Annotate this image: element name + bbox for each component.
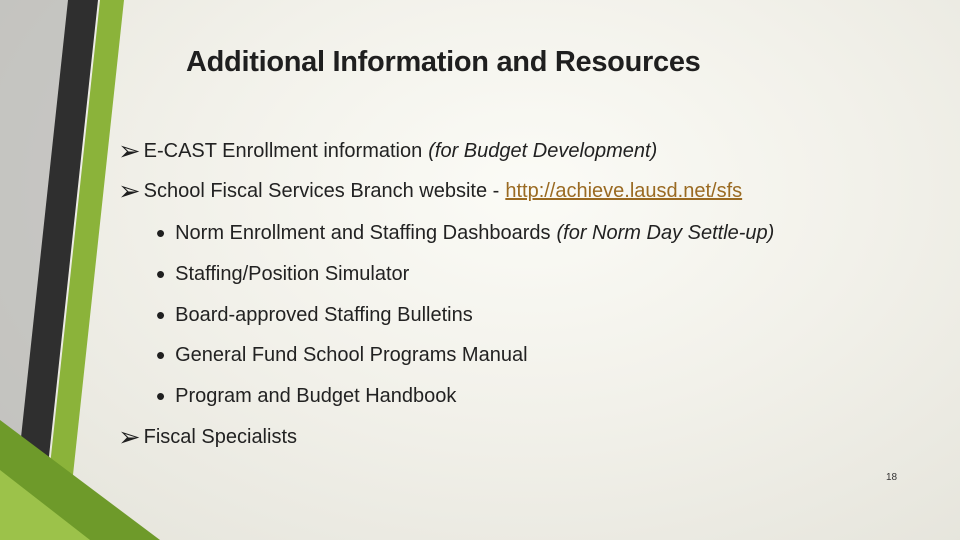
bullet-note: (for Budget Development) [428,140,658,162]
sfs-website-link[interactable]: http://achieve.lausd.net/sfs [505,180,743,202]
sub-bullet-note: (for Norm Day Settle-up) [556,221,775,244]
sub-bullet-text: General Fund School Programs Manual [175,343,528,366]
arrow-bullet-icon: ➢ [118,136,141,166]
bullet-fiscal-specialists [118,424,297,451]
bullet-text: Fiscal Specialists [143,426,298,448]
sub-bullet-handbook [156,383,456,409]
slide-title: Additional Information and Resources [186,46,701,78]
bullet-text: E-CAST Enrollment information [143,140,423,162]
bullet-text: School Fiscal Services Branch website - [143,180,500,202]
sub-bullet-text: Board-approved Staffing Bulletins [175,303,473,326]
arrow-bullet-icon: ➢ [118,422,141,452]
sub-bullet-manual [156,342,528,368]
dot-bullet-icon: • [156,300,166,330]
bullet-ecast [118,138,657,165]
sub-bullet-text: Program and Budget Handbook [175,384,457,407]
sub-bullet-text: Staffing/Position Simulator [175,262,410,285]
dot-bullet-icon: • [156,259,166,289]
arrow-bullet-icon: ➢ [118,176,141,206]
dot-bullet-icon: • [156,340,166,370]
sub-bullet-dashboards [156,220,774,246]
sub-bullet-simulator [156,261,409,287]
sub-bullet-bulletins [156,302,473,328]
dot-bullet-icon: • [156,218,166,248]
sub-bullet-text: Norm Enrollment and Staffing Dashboards [175,221,551,244]
dot-bullet-icon: • [156,381,166,411]
bullet-sfs-website [118,178,742,205]
page-number: 18 [886,472,898,483]
